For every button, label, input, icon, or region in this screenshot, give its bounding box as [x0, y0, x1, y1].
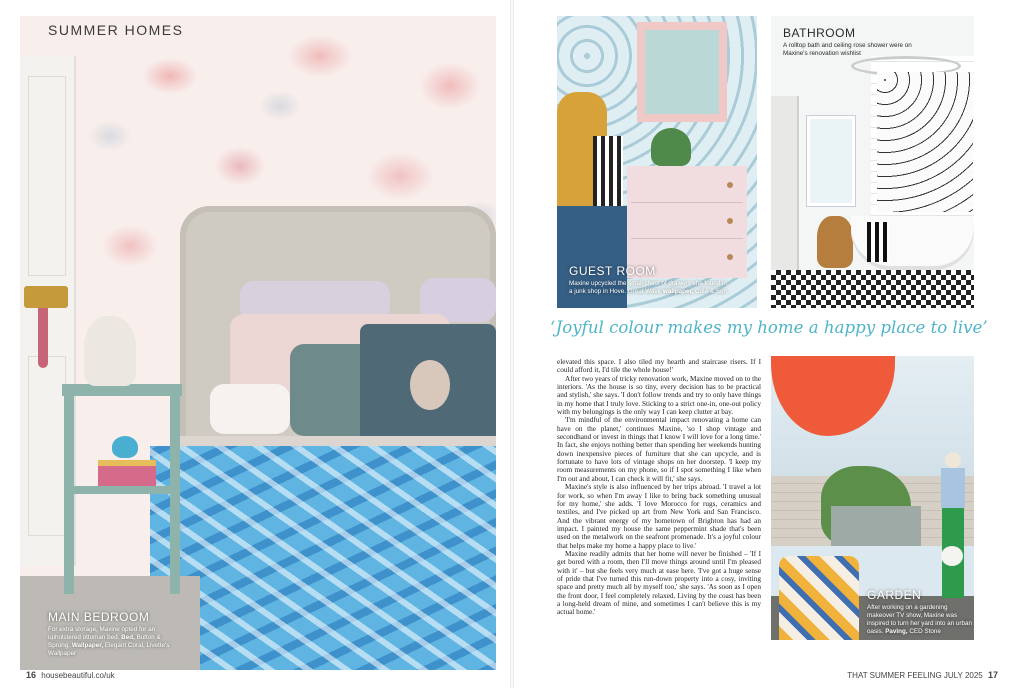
caption-text: Maxine upcycled the small chest of drawers she found in a junk shop in Hove. Great Wave	[569, 280, 727, 295]
pink-mirror	[637, 22, 727, 122]
ceramic-bust	[84, 316, 136, 386]
bathroom-window	[807, 116, 855, 206]
caption-title: MAIN BEDROOM	[48, 610, 150, 624]
caption-credit: Elegant Coral, Livette's Wallpaper	[48, 642, 170, 657]
table-shelf	[66, 486, 176, 494]
folio-right	[847, 670, 998, 680]
pull-quote: ‘Joyful colour makes my home a happy place to live’	[550, 318, 988, 337]
caption-body	[867, 604, 973, 636]
garden-caption	[867, 588, 973, 636]
website-link[interactable]: housebeautiful.co/uk	[41, 671, 115, 680]
main-bedroom-caption	[48, 610, 178, 658]
striped-cushion	[593, 136, 623, 216]
pink-chest-of-drawers	[627, 166, 747, 278]
drawer-divider	[631, 238, 743, 239]
caption-credit-label: wallpaper,	[662, 288, 694, 295]
section-title: SUMMER HOMES	[48, 22, 184, 38]
caption-body	[48, 626, 178, 658]
body-paragraph: Maxine's style is also influenced by her trips abroad. 'I travel a lot for work, so when I'm away I like to bring back something unusual for my home,' she adds. 'I love Morocco for rugs, ceramics and textiles, and I've picked up art from New York and San Francisco. And the vibrant energy of my hometown of Brighton has had an impact. I painted my house the same peppermint shade that's been used on the metalwork on the seafront promenade. It's a joyful colour that helps make my home a happy place to live.'	[557, 483, 761, 550]
caption-credit: Cole & Son	[695, 288, 727, 295]
body-paragraph: elevated this space. I also tiled my hearth and staircase risers. If I could afford it, I'd tile the whole house!'	[557, 358, 761, 375]
book-stack	[98, 460, 156, 486]
page-spine	[510, 0, 514, 688]
spotted-shower-curtain	[877, 72, 973, 212]
caption-title: GARDEN	[867, 588, 922, 602]
page-number: 16	[26, 670, 37, 680]
blue-leaf-bedspread	[150, 446, 496, 670]
figure-top	[941, 468, 965, 508]
body-paragraph: 'I'm mindful of the environmental impact renovating a home can have on the planet,' continues Maxine, 'so I shop vintage and secondhand or invest in things that I know I will love for a long time.' In fact, she enjoys nothing better than spending her weekends hunting down inexpensive pieces of furniture that she can upcycle, and is fortunate to have lots of vintage shops on her doorstep. 'I keep my room measurements on my phone, so if I spot something I like when I'm out and about, I can check it will fit,' she says.	[557, 416, 761, 483]
drawer-knob	[727, 182, 733, 188]
portrait-cushion	[360, 324, 496, 454]
door-panel	[28, 356, 66, 536]
caption-credit-label: Paving,	[885, 628, 908, 635]
drawer-divider	[631, 202, 743, 203]
brass-door-lock	[24, 286, 68, 308]
drawer-knob	[727, 218, 733, 224]
potted-plant	[651, 128, 691, 166]
guest-room-photo	[557, 16, 757, 308]
guest-room-caption	[569, 264, 729, 296]
patterned-floor-tile	[771, 270, 974, 308]
main-bedroom-photo	[20, 16, 496, 670]
caption-credit: Button & Sprung.	[48, 634, 161, 649]
body-paragraph: After two years of tricky renovation work, Maxine moved on to the interiors. 'As the house is so tiny, every decision has to be practical and stylish,' she says. 'I don't follow trends and try to only have things in my home that I truly love. Sticking to a strict one-in, one-out policy with my belongings is the only way I can keep clutter at bay.	[557, 374, 761, 417]
issue-date: JULY 2025	[943, 671, 983, 680]
door-panel	[28, 76, 66, 276]
white-bow-cushion	[210, 384, 290, 434]
caption-title: GUEST ROOM	[569, 264, 656, 278]
folio-left	[26, 670, 115, 680]
portrait-face	[410, 360, 450, 410]
maxine-figure	[939, 452, 967, 602]
table-leg	[170, 394, 180, 594]
caption-text: For extra storage, Maxine opted for an upholstered ottoman bed.	[48, 626, 156, 641]
caption-title: BATHROOM	[783, 26, 856, 40]
caption-credit: CED Stone	[909, 628, 941, 635]
white-dog	[941, 546, 963, 566]
bathroom-caption	[783, 26, 933, 58]
patterned-chair	[779, 556, 859, 640]
wicker-basket	[817, 216, 853, 268]
figure-head	[945, 452, 961, 468]
drawer-knob	[727, 254, 733, 260]
striped-towel	[867, 222, 889, 262]
raised-planter	[831, 506, 921, 546]
bathroom-photo	[771, 16, 974, 308]
caption-credit-label: Wallpaper,	[71, 642, 104, 649]
swan-ornament	[112, 436, 138, 458]
body-paragraph: Maxine readily admits that her home will never be finished – 'If I get bored with a room, then I'll move things around until I'm pleased with it' – but she feels very much at ease here. 'I've got a huge sense of pride that I've turned this run-down property into a cosy, inviting space and pretty much all by myself too,' she says. 'As soon as I open the front door, I feel completely relaxed. Living by the coast has been a long-held dream of mine, and sometimes I can't believe this is my actual home.'	[557, 549, 761, 617]
caption-text: After working on a gardening makeover TV show, Maxine was inspired to turn her yard into an urban oasis.	[867, 604, 973, 635]
shelf-unit	[771, 96, 799, 296]
issue-title: THAT SUMMER FEELING	[847, 671, 942, 680]
page-number: 17	[987, 670, 998, 680]
caption-body: A rolltop bath and ceiling rose shower were on Maxine's renovation wishlist	[783, 42, 912, 57]
garden-photo	[771, 356, 974, 640]
caption-credit-label: Bed,	[121, 634, 135, 641]
article-body	[557, 358, 761, 617]
caption-body	[569, 280, 729, 296]
table-leg	[64, 394, 74, 594]
pink-tassel	[38, 308, 48, 368]
